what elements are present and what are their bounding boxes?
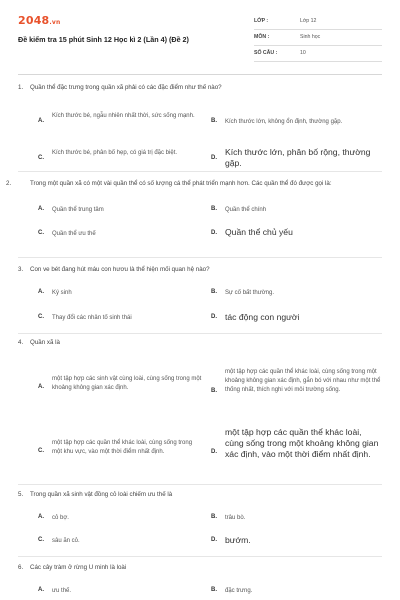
question-stem: [6, 179, 380, 188]
question-text: Quần xã là: [30, 339, 60, 346]
option-letter: B.: [211, 206, 217, 212]
info-value: Lớp 12: [300, 18, 317, 24]
info-row-count: [254, 48, 382, 62]
question-number: 3.: [18, 266, 24, 273]
info-row-class: [254, 16, 382, 30]
question-divider: [18, 556, 382, 557]
option-letter: B.: [211, 118, 217, 124]
option-text: Kích thước bé, phân bố hẹp, có giá trị đặc biệt.: [52, 150, 178, 156]
option-letter: A.: [38, 514, 44, 520]
question-text: Quần thể đặc trưng trong quần xã phải có các đặc điểm như thế nào?: [30, 84, 222, 91]
question-number: 5.: [18, 491, 24, 498]
option-letter: C.: [38, 314, 44, 320]
option-text: một tập hợp các sinh vật cùng loài, cùng sống trong một khoảng không gian xác định.: [52, 376, 202, 391]
question-1: [18, 83, 382, 168]
question-stem: [18, 265, 382, 274]
option-letter: A.: [38, 384, 44, 390]
option-text: bướm.: [225, 535, 251, 545]
site-logo[interactable]: [18, 14, 60, 27]
logo-suffix: .vn: [49, 19, 61, 26]
option-text: Kích thước lớn, phân bố rộng, thường gặp.: [225, 147, 371, 168]
option-text: trâu bò.: [225, 515, 246, 521]
question-2: [6, 179, 382, 237]
option-letter: B.: [211, 289, 217, 295]
option-letter: D.: [211, 155, 217, 161]
option-text: Quần thể chủ yếu: [225, 227, 293, 237]
option-text: Quần thể chính: [225, 207, 267, 213]
option-text: Kích thước bé, ngẫu nhiên nhất thời, sức sống mạnh.: [52, 113, 195, 119]
question-number: 1.: [18, 84, 24, 91]
option-letter: A.: [38, 206, 44, 212]
option-letter: C.: [38, 155, 44, 161]
info-row-subject: [254, 32, 382, 46]
question-4: [18, 338, 382, 459]
question-text: Các cây tràm ở rừng U minh là loài: [30, 564, 127, 571]
question-3: [18, 265, 382, 322]
question-stem: [18, 338, 382, 347]
option-text: Quần thể ưu thế: [52, 231, 96, 237]
option-letter: D.: [211, 449, 217, 455]
exam-header: [18, 14, 382, 76]
option-letter: D.: [211, 230, 217, 236]
option-letter: C.: [38, 230, 44, 236]
option-text: Ký sinh: [52, 290, 72, 296]
option-text: Thay đổi các nhân tố sinh thái: [52, 315, 132, 321]
question-divider: [18, 171, 382, 172]
exam-info-panel: [254, 16, 382, 64]
option-text: sâu ăn cỏ.: [52, 538, 80, 544]
question-stem: [18, 83, 382, 92]
option-text: một tập hợp các quần thể khác loài, cùng sống trong một khoảng không gian xác định, gắn bó với nhau như một thể thống nhất, thích nghi với môi trường sống.: [225, 369, 381, 393]
header-divider: [18, 74, 382, 75]
info-key: SỐ CÂU :: [254, 50, 278, 56]
option-text: một tập hợp các quần thể khác loài, cùng sống trong một khu vực, vào một thời điểm nhất định.: [52, 440, 193, 455]
question-divider: [18, 484, 382, 485]
option-letter: D.: [211, 314, 217, 320]
option-letter: A.: [38, 118, 44, 124]
option-text: một tập hợp các quần thể khác loài, cùng sống trong một khoảng không gian xác định, vào một thời điểm nhất định.: [225, 427, 379, 459]
option-text: đặc trưng.: [225, 588, 253, 594]
question-stem: [18, 563, 382, 572]
option-text: Quần thể trung tâm: [52, 207, 104, 213]
question-number: 4.: [18, 339, 24, 346]
info-value: 10: [300, 50, 306, 56]
question-divider: [18, 257, 382, 258]
option-text: tác động con người: [225, 312, 300, 322]
option-letter: B.: [211, 514, 217, 520]
option-letter: A.: [38, 289, 44, 295]
info-value: Sinh học: [300, 34, 321, 40]
question-6: [18, 563, 382, 594]
info-key: LỚP :: [254, 18, 269, 24]
option-letter: C.: [38, 448, 44, 454]
question-text: Trong quần xã sinh vật đồng cỏ loài chiếm ưu thế là: [30, 491, 173, 498]
question-divider: [18, 333, 382, 334]
logo-main: 2048: [18, 14, 50, 27]
info-key: MÔN :: [254, 34, 270, 40]
question-text: Con ve bét đang hút máu con hươu là thể hiện mối quan hệ nào?: [30, 266, 210, 273]
option-letter: C.: [38, 537, 44, 543]
question-5: [18, 490, 382, 545]
option-letter: A.: [38, 587, 44, 593]
question-text: Trong một quần xã có một vài quần thể có số lượng cá thể phát triển mạnh hơn. Các quần thể đó được gọi là:: [30, 180, 332, 187]
question-number: 6.: [18, 564, 24, 571]
option-text: ưu thế.: [52, 588, 72, 594]
option-text: Sự cố bất thường.: [225, 290, 274, 296]
exam-title: Đề kiểm tra 15 phút Sinh 12 Học kì 2 (Lần 4) (Đề 2): [18, 35, 189, 44]
option-text: cỏ bợ.: [52, 515, 69, 521]
question-stem: [18, 490, 382, 499]
option-text: Kích thước lớn, không ổn định, thường gặp.: [225, 119, 343, 125]
question-number: 2.: [6, 180, 12, 187]
option-letter: B.: [211, 587, 217, 593]
option-letter: D.: [211, 537, 217, 543]
option-letter: B.: [211, 388, 217, 394]
